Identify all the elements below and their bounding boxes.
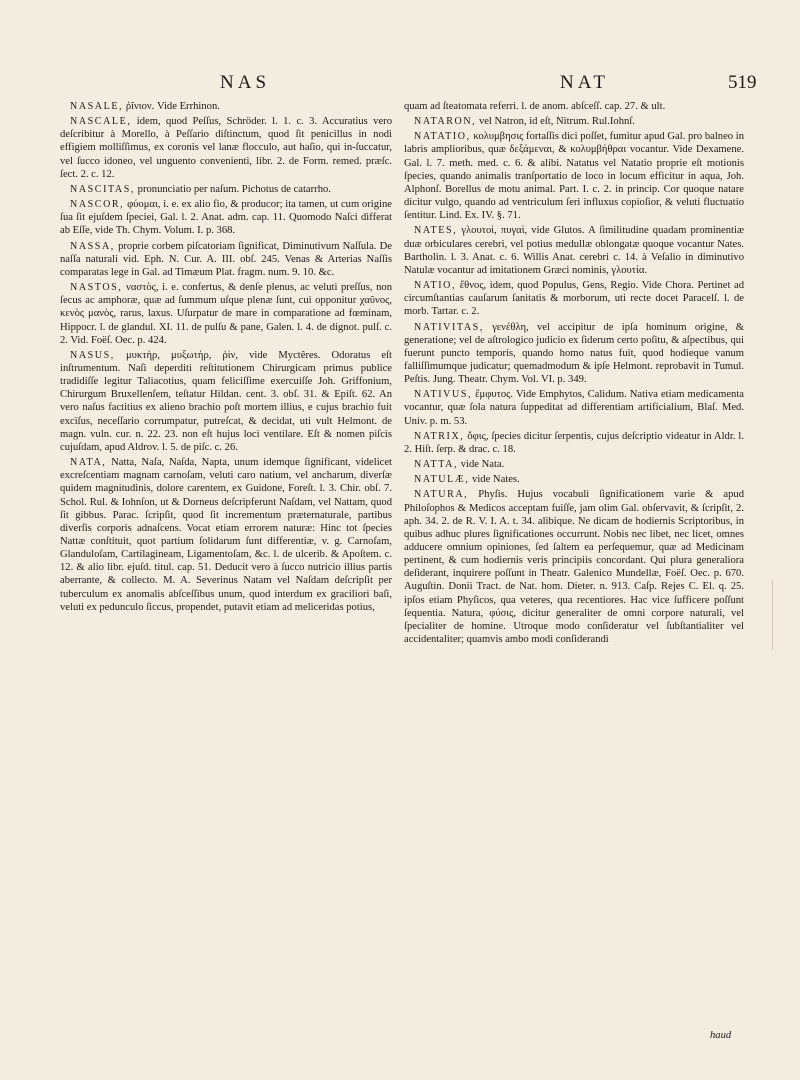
- entry-lemma: NASCITAS,: [70, 183, 135, 195]
- entry-text: vide Nates.: [472, 474, 520, 486]
- entry-text: ὄφις, ſpecies dicitur ſerpentis, cujus deſcriptio videatur in Aldr. l. 2. Hiſt. ſerp. & drac. c. 18.: [404, 430, 744, 455]
- entry-text: Natta, Naſa, Naſda, Napta, unum idemque ſignificant, videlicet excreſcentiam magnam carnoſam, veluti caro natium, vel ancharum, diverſæ quidem magnitudinis, dolore carentem, ex Guidone, Foreſt. l. 3. Chir. obſ. 7. Schol. Rul. & Iohnſon, ut & Dorneus deſcripferunt Naſdam, vel Nattam, quod ſit gibbus. Parac. ſcripſit, quod ſit incrementum præternaturale, partibus diverſis corporis adnaſcens. Vocat etiam errorem naturæ: Hinc tot ſpecies Nattæ conſtituit, quot partium ſolidarum ſunt differentiæ, v. g. Carnoſam, Glanduloſam, Cartilagineam, Ligamentoſam, &c. l. de ulcerib. & Apoſtem. c. 12. & alio libr. ejuſd. titul. cap. 51. Deducit vero à ſucco nutricio illius partis aberrante, & collecto. M. A. Severinus Natam vel Naſdam deſcripſit per tuberculum ex anomalis abſceſſibus unum, quod interdum ex graciliori baſi, veluti ex pedunculo ſiccus, propendet, putavit etiam ad meliceridas potius,: [60, 457, 392, 613]
- dictionary-entry: [60, 281, 392, 347]
- entry-lemma: NATRIX,: [414, 430, 465, 442]
- entry-text: γλουτοὶ, πυγαὶ, vide Glutos. A ſimilitudine quadam prominentiæ duæ orbiculares cerebri, vel potius medullæ oblongatæ quoque vocantur Nates. Bartholin. l. 3. Anat. c. 6. Willis Anat. cerebri c. 14. à Veſalio in diminutivo Natulæ vocantur ad imitationem Græci nominis, γλουτία.: [404, 225, 745, 276]
- entry-text: ῤῖνιον. Vide Errhinon.: [125, 101, 220, 112]
- dictionary-entry: [60, 240, 392, 279]
- entry-lemma: NATES,: [414, 225, 458, 237]
- dictionary-entry: [404, 321, 744, 387]
- dictionary-entry: [60, 115, 392, 181]
- entry-lemma: NASTOS,: [70, 282, 123, 294]
- entry-text: vel Natron, id eſt, Nitrum. Rul.Iohnſ.: [478, 116, 635, 128]
- dictionary-entry: [404, 458, 744, 471]
- dictionary-entry: [404, 279, 744, 318]
- entry-text: Phyſis. Hujus vocabuli ſignificationem varie & apud Philoſophos & Medicos acceptam fuiſſe, jam olim Gal. obſervavit, & ſcripſit, 2. aph. 34. 2. de R. V. I. A. t. 34. alibique. Ne dicam de hodiernis Scriptoribus, in quibus adhuc plures ſignificationes occurrunt. Nobis nec libet, nec licet, omnes adducere omnium opiniones, ſed ſaltem ea perſequemur, quæ ad Medicinam pertinent, & cum hodiernis veris principiis concordant. Qui plura generaliora deſiderant, inquirere poſſunt in Theatr. Galenico Mundellæ, Foëſ. Oec. p. 670. Auguſtin. Donii Tract. de Nat. hom. Dieter. n. 913. Caſp. Rejes C. El. q. 25. ipſos etiam Phyſicos, qua veteres, qua recentiores. Hac vice ſufficere poſſunt ſequentia. Natura, φύσις, dicitur generaliter de omni corpore naturali, vel ſpecialiter de homine. Utroque modo conſideratur vel ſubſtantialiter vel accidentaliter; quamvis ambo modi conſiderandi: [404, 489, 744, 646]
- catchword: haud: [710, 1030, 732, 1041]
- entry-lemma: NATA,: [70, 457, 107, 469]
- entry-text: μυκτὴρ, μυξωτὴρ, ῥὶν, vide Myctêres. Odoratus eſt inſtrumentum. Naſi deperditi reſtitutionem Chirurgicam primus publice tradidiſſe legitur Taliacotius, quam feliciſſime exercuiſſe Joh. Griffonium, Chirurgum Bruxellenſem, teſtatur Hildan. cent. 3. obſ. 31. & Epiſt. 62. An vero naſus factitius ex alieno brachio poſt mortem illius, e cujus brachio fuit excïſus, neceſſario corrumpatur, putreſcat, & decidat, uti vult Helmont. de magn. vuln. cur. n. 22. 23. non eſt hujus loci ventilare. Eſt & nomen piſcis cujuſdam, apud Aldrov. l. 5. de piſc. c. 26.: [60, 349, 393, 453]
- dictionary-entry: [404, 430, 744, 456]
- entry-lemma: NASSA,: [70, 240, 115, 252]
- entry-lemma: NASALE,: [70, 101, 124, 112]
- entry-lemma: NATTA,: [414, 459, 459, 471]
- entry-text: proprie corbem piſcatoriam ſignificat, Diminutivum Naſſula. De naſſa naturali vid. Eph. N. Cur. A. III. obſ. 245. Venas & Arterias Naſſis comparatas lege in Gal. ad Timæum Plat. fragm. num. 9. 10. &c.: [60, 240, 393, 278]
- dictionary-entry: [404, 130, 744, 222]
- entry-text: idem, quod Peſſus, Schröder. l. 1. c. 3. Accuratius vero deſcribitur à Morello, à Peſſario diſtinctum, quod ſit penicillus in nodi effigiem molliſſimus, ex coronis vel lanæ flocculo, aut haſio, qui in-ſuccatur, vel ſucco idoneo, vel unguento convenienti, libr. 2. de Form. remed. præſc. ſect. 2. c. 12.: [60, 116, 392, 180]
- left-column: [60, 100, 392, 616]
- entry-lemma: NATIVITAS,: [414, 321, 484, 333]
- dictionary-entry: [404, 224, 744, 277]
- entry-lemma: NATIO,: [414, 280, 457, 292]
- dictionary-entry: [404, 100, 744, 113]
- dictionary-entry: [404, 488, 744, 646]
- entry-lemma: NATARON,: [414, 116, 477, 128]
- entry-lemma: NATULÆ,: [414, 474, 470, 486]
- entry-text: vide Nata.: [460, 459, 505, 471]
- entry-lemma: NATURA,: [414, 489, 469, 501]
- dictionary-entry: [60, 183, 392, 196]
- page-number: 519: [728, 72, 757, 93]
- header-right-word: NAT: [560, 72, 609, 93]
- entry-text: ναστὸς, i. e. confertus, & denſe plenus, ac veluti preſſus, non ſecus ac amphoræ, quæ ad ſummum uſque plenæ ſunt, cui opponitur χαῦνος, κενὸς μανὸς, rarus, laxus. Uſurpatur de mare in comparatione ad fœminam, Hippocr. l. de glandul. XI. 11. de pulſu & pane, Galen. l. 4. de dignot. pulſ. c. 2. Vid. Foëſ. Oec. p. 424.: [60, 282, 392, 346]
- dictionary-entry: [60, 100, 392, 113]
- entry-text: quam ad ſteatomata referri. l. de anom. abſceſſ. cap. 27. & ult.: [404, 101, 666, 112]
- dictionary-entry: [404, 115, 744, 128]
- entry-lemma: NASCALE,: [70, 116, 132, 128]
- entry-lemma: NASCOR,: [70, 199, 125, 211]
- right-column: [404, 100, 744, 648]
- entry-text: κολυμβησις fortaſſis dici poſſet, fumitur apud Gal. pro balneo in labris amplioribus, quæ δεξάμεναι, & κολυμβήθραι vocantur. Vide Dexamene. Gal. l. 7. meth. med. c. 6. & alibi. Natatus vel Natatio proprie eſt motionis ſpecies, quando animalis tranſportatio de loco in locum efficitur in aqua, Joh. Alphonſ. Borellus de motu animal. Part. I. c. 2. in princip. Cor quoque natare dicitur vulgo, quando ad ventriculum ſeri influxus copioſior, & veluti fluctuatio ſentitur. Lind. Ex. IV. §. 71.: [404, 131, 744, 222]
- dictionary-entry: [404, 388, 744, 427]
- entry-text: ἔμφυτος. Vide Emphytos, Calidum. Nativa etiam medicamenta vocantur, quæ ſola natura ſuppeditat ad differentiam artificialium, Blaſ. Med. Univ. p. m. 53.: [404, 389, 744, 427]
- dictionary-entry: [60, 198, 392, 237]
- page-edge-mark: [772, 580, 773, 650]
- entry-lemma: NATIVUS,: [414, 389, 473, 401]
- running-header: [60, 72, 757, 96]
- dictionary-entry: [60, 456, 392, 614]
- entry-lemma: NASUS,: [70, 349, 115, 361]
- header-left-word: NAS: [220, 72, 271, 93]
- entry-text: φύομαι, i. e. ex alio fio, & producor; ita tamen, ut cum origine ſua ſit ejuſdem ſpeciei, Gal. l. 2. Anat. adm. cap. 11. Quomodo Naſci differat ab Eſſe, vide Th. Chym. Volum. I. p. 368.: [60, 199, 392, 237]
- entry-text: ἔθνος, idem, quod Populus, Gens, Regio. Vide Chora. Pertinet ad circumſtantias cauſarum ſanitatis & morborum, uti recte docet Paracelſ. l. de morb. Tartar. c. 2.: [404, 280, 744, 318]
- dictionary-entry: [404, 473, 744, 486]
- dictionary-entry: [60, 349, 392, 454]
- entry-lemma: NATATIO,: [414, 131, 471, 143]
- entry-text: γενέθλη, vel accipitur de ipſa hominum origine, & generatione; vel de aſtrologico judicio ex ſiderum certo poſitu, & aſpectibus, qui fuerunt puncto temporis, quando homo natus fuit, quod hodieque vanum falliſſimumque judicatur; quemadmodum & ipſe Helmont. reprobavit in Tumul. Peſtis. Jung. Theatr. Chym. Vol. VI. p. 349.: [404, 321, 744, 386]
- entry-text: pronunciatio per naſum. Pichotus de catarrho.: [137, 183, 331, 195]
